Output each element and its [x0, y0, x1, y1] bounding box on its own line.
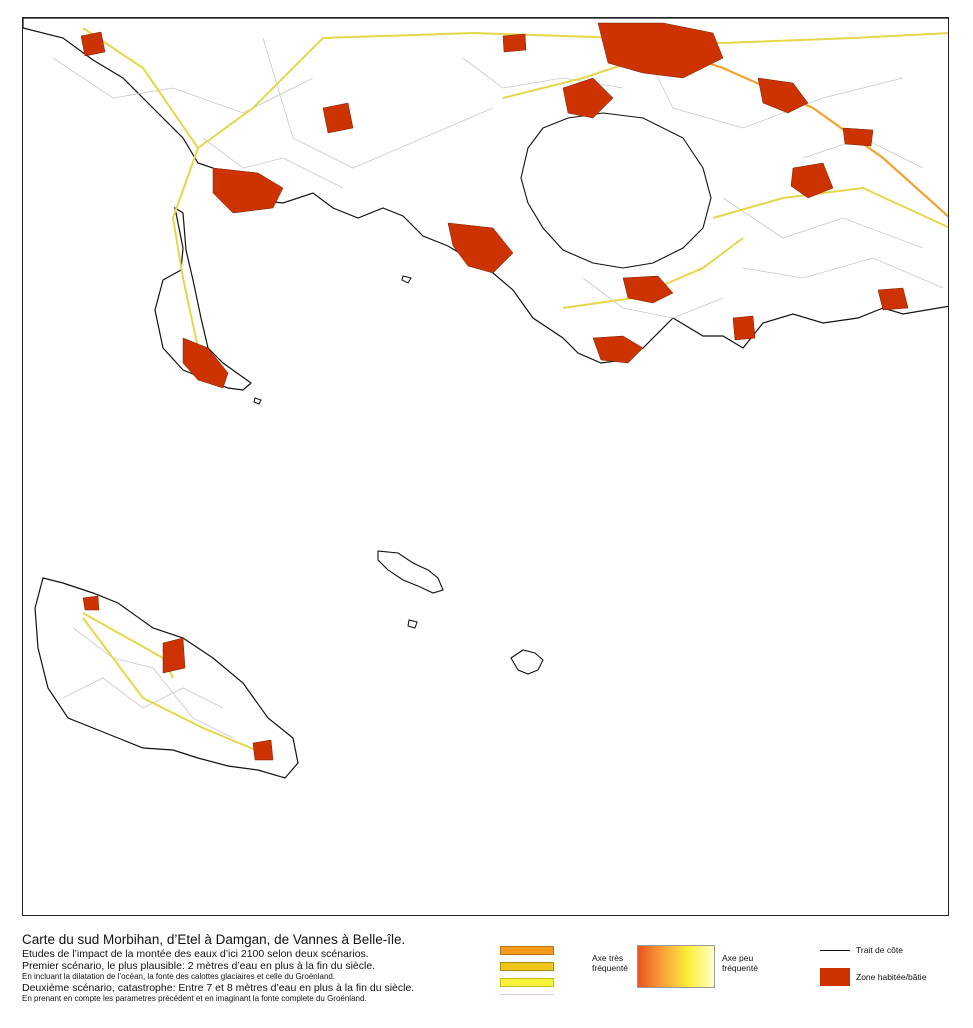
legend-road-lines — [500, 946, 554, 1002]
legend-line-gold — [500, 962, 554, 971]
islet — [402, 276, 411, 283]
legend-axis-low: Axe peu fréquenté — [722, 953, 758, 973]
legend-line-pink — [500, 994, 554, 995]
caption-subtitle: Etudes de l’impact de la montée des eaux d’ici 2100 selon deux scénarios. — [22, 948, 369, 960]
legend-line-orange — [500, 946, 554, 955]
legend-built-zone-label: Zone habitée/bâtie — [856, 972, 927, 982]
caption-scenario1-note: En incluant la dilatation de l’océan, la fonte des calottes glaciaires et celle du Groënland. — [22, 972, 336, 981]
islet — [254, 398, 261, 404]
legend-coastline-swatch — [820, 950, 850, 951]
legend-built-zone-swatch — [820, 968, 850, 986]
islet — [408, 620, 417, 628]
map-svg — [23, 18, 949, 916]
map-frame — [22, 17, 949, 916]
legend-coastline-label: Trait de côte — [856, 945, 903, 955]
legend-line-yellow — [500, 978, 554, 987]
caption-scenario2: Deuxième scénario, catastrophe: Entre 7 et 8 mètres d’eau en plus à la fin du siècle. — [22, 982, 415, 994]
hoedic-island — [511, 650, 543, 674]
caption-scenario1: Premier scénario, le plus plausible: 2 mètres d’eau en plus à la fin du siècle. — [22, 960, 376, 972]
caption-scenario2-note: En prenant en compte les parametres précédent et en imaginant la fonte complete du Groënland. — [22, 994, 367, 1003]
caption-title: Carte du sud Morbihan, d’Etel à Damgan, de Vannes à Belle-île. — [22, 932, 406, 947]
map-caption — [22, 932, 492, 1004]
legend-gradient — [637, 945, 715, 988]
legend-axis-high: Axe très fréquenté — [592, 953, 628, 973]
houat-island — [378, 551, 443, 593]
